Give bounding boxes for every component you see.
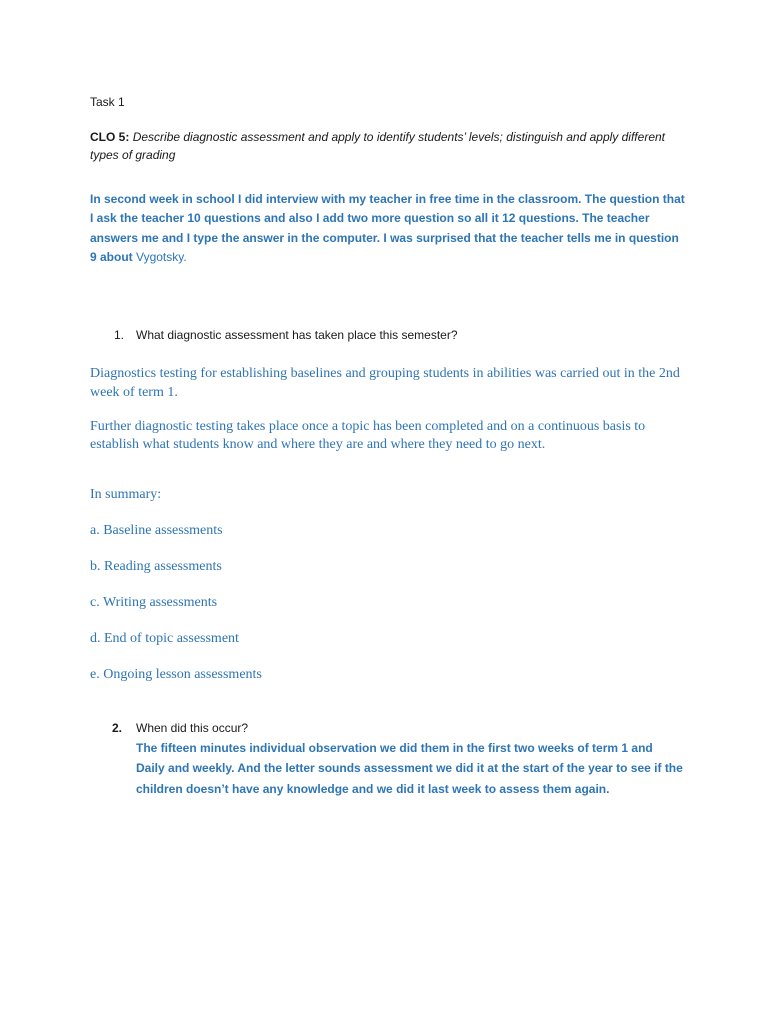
summary-item-writing: c. Writing assessments (90, 595, 218, 610)
intro-text: In second week in school I did interview with my teacher in free time in the classroom. The question that I ask the teacher 10 questions and also I add two more question so all it 12 questions. The teacher answers me and I type the answer in the computer. I was surprised that the teacher tells me in question 9 about (90, 192, 685, 265)
clo-description: Describe diagnostic assessment and apply to identify students’ levels; distinguish and apply different types of grading (90, 130, 665, 162)
question-1 (114, 325, 674, 345)
summary-item-reading: b. Reading assessments (90, 559, 222, 574)
question-1-text: What diagnostic assessment has taken place this semester? (136, 328, 458, 342)
question-1-answer-paragraph-2: Further diagnostic testing takes place once a topic has been completed and on a continuous basis to establish what students know and where they are and where they need to go next. (90, 419, 646, 452)
question-2-answer: The fifteen minutes individual observation we did them in the first two weeks of term 1 and Daily and weekly. And the letter sounds assessment we did it at the start of the year to see if the children doesn’t have any knowledge and we did it last week to assess them again. (136, 741, 683, 796)
summary-label: In summary: (90, 487, 162, 502)
question-1-answer-paragraph-1: Diagnostics testing for establishing baselines and grouping students in abilities was carried out in the 2nd week of term 1. (90, 366, 680, 400)
intro-paragraph (90, 190, 686, 268)
intro-text-end: Vygotsky. (136, 250, 187, 265)
summary-item-ongoing-lesson: e. Ongoing lesson assessments (90, 667, 262, 682)
question-1-number: 1. (114, 328, 125, 342)
summary-item-baseline: a. Baseline assessments (90, 523, 223, 538)
clo-label: CLO 5: (90, 130, 130, 144)
task-title: Task 1 (90, 95, 125, 109)
question-2-number: 2. (112, 721, 123, 735)
clo-statement (90, 128, 680, 164)
summary-item-end-of-topic: d. End of topic assessment (90, 631, 239, 646)
question-2-text: When did this occur? (136, 721, 249, 735)
question-2 (112, 718, 682, 738)
